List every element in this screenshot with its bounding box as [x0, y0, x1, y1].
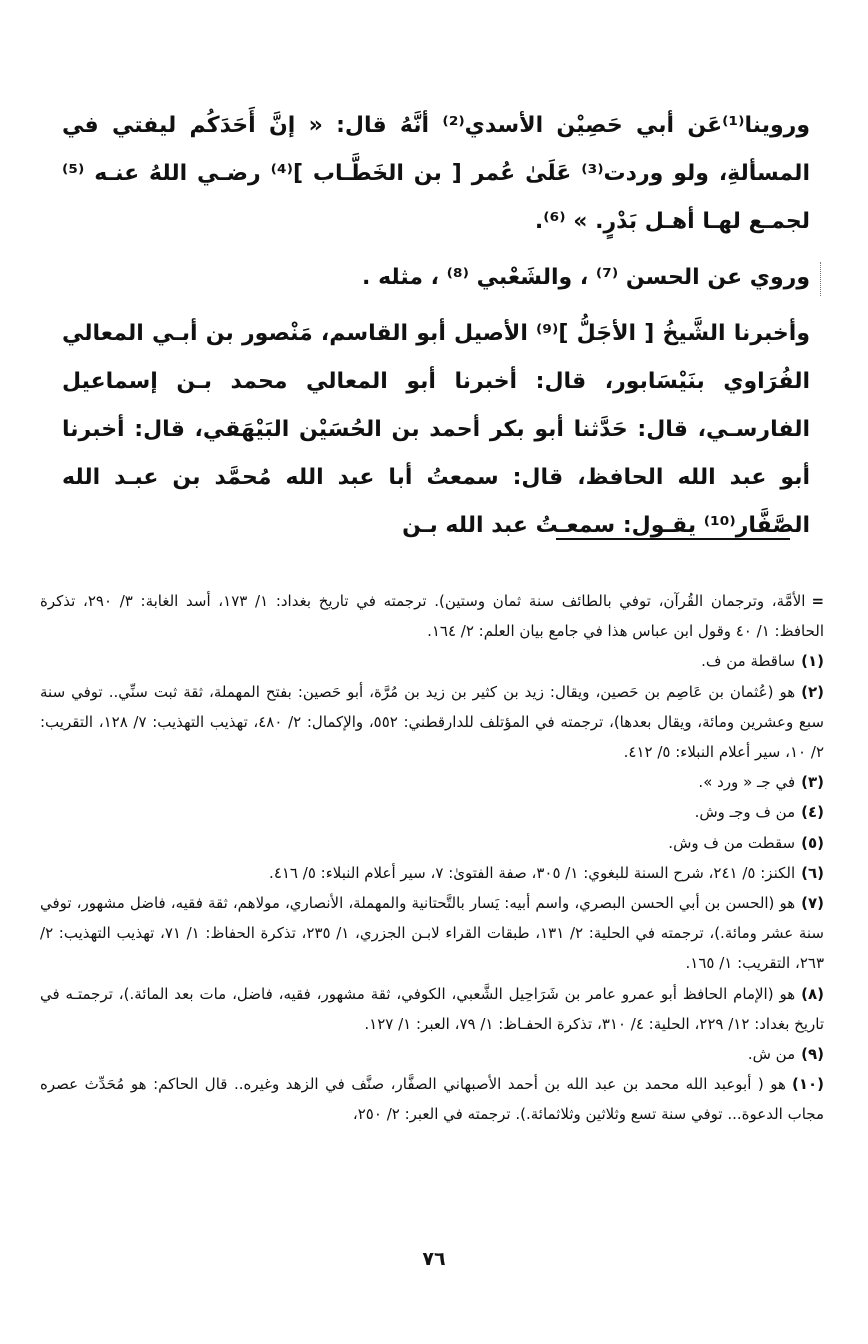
footnote-3 — [40, 767, 824, 797]
footnote-text: الأمَّة، وترجمان القُرآن، توفي بالطائف سنة ثمان وستين). ترجمته في تاريخ بغداد: ١/ ١٧٣، أسد الغابة: ٣/ ٢٩٠، تذكرة الحافظ: ١/ ٤٠ وقول ابن عباس هذا في جامع بيان العلم: ٢/ ١٦٤. — [40, 592, 824, 641]
footnote-text: ساقطة من ف. — [701, 652, 796, 671]
footnote-number: (٣) — [801, 773, 824, 792]
footnote-10 — [40, 1069, 824, 1129]
footnote-number: (٢) — [801, 682, 824, 701]
footnote-text: هو (عُثمان بن عَاصِم بن حَصين، ويقال: زيد بن كثير بن زيد بن مُرَّة، أبو حَصين: بفتح المهملة، ثقة ثبت سنِّي.. توفي سنة سبع وعشرين ومائة، ويقال بعدها)، ترجمته في المؤتلف للدارقطني: ٥٥٢، والإكمال: ٢/ ٤٨٠، تهذيب التهذيب: ٧/ ١٢٨، التقريب: ٢/ ١٠، سير أعلام النبلاء: ٥/ ٤١٢. — [40, 682, 824, 762]
main-paragraph-1: وروينا⁽¹⁾عَن أبي حَصِيْن الأسدي⁽²⁾ أنَّهُ قال: « إنَّ أَحَدَكُم ليفتي في المسألةِ، ولو وردت⁽³⁾ عَلَىٰ عُمر [ بن الخَطَّـاب ]⁽⁴⁾ رضـي اللهُ عنـه ⁽⁵⁾ لجمـع لهـا أهـل بَدْرٍ. » ⁽⁶⁾. — [62, 113, 811, 234]
margin-dotted-mark — [820, 262, 823, 296]
footnote-continuation — [40, 586, 824, 646]
main-paragraph-3: وأخبرنا الشَّيخُ [ الأجَلُّ ]⁽⁹⁾ الأصيل أبو القاسم، مَنْصور بن أبـي المعالي الفُرَاوي بنَيْسَابور، قال: أخبرنا أبو المعالي محمد بـن إسماعيل الفارسـي، قال: حَدَّثنا أبو بكر أحمد بن الحُسَيْن البَيْهَقي، قال: أخبرنا أبو عبد الله الحافظ، قال: سمعتُ أبا عبد الله مُحمَّد بن عبـد الله الصَّفَّار⁽¹⁰⁾ يقـول: سمعـتُ عبد الله بـن — [62, 321, 810, 538]
footnote-6 — [40, 858, 824, 888]
footnote-number: (٩) — [801, 1045, 824, 1064]
footnote-number: (٨) — [801, 984, 824, 1003]
footnote-text: هو (الإمام الحافظ أبو عمرو عامر بن شَرَاحِيل الشَّعبي، الكوفي، ثقة مشهور، فقيه، فاضل، مات بعد المائة.)، ترجمتـه في تاريخ بغداد: ١٢/ ٢٢٩، الحلية: ٤/ ٣١٠، تذكرة الحفـاظ: ١/ ٧٩، العبر: ١/ ١٢٧. — [40, 984, 824, 1033]
footnote-number: (٥) — [801, 833, 824, 852]
footnote-text: هو (الحسن بن أبي الحسن البصري، واسم أبيه: يَسار بالتَّحتانية والمهملة، الأنصاري، مولاهم، ثقة فقيه، فاضل مشهور، توفي سنة عشر ومائة.)، ترجمته في الحلية: ٢/ ١٣١، طبقات القراء لابـن الجزري، ١/ ٢٣٥، تذكرة الحفاظ: ١/ ٧١، تهذيب التهذيب: ٢/ ٢٦٣، التقريب: ١/ ١٦٥. — [40, 894, 824, 973]
footnote-text: من ف وجـ وش. — [694, 803, 796, 822]
footnote-number: (١) — [801, 652, 824, 671]
main-text — [62, 102, 810, 558]
footnote-text: هو ( أبوعبد الله محمد بن عبد الله بن أحمد الأصبهاني الصفَّار، صنَّف في الزهد وغيره.. قال الحاكم: هو مُحَدِّث عصره مجاب الدعوة... توفي سنة تسع وثلاثين وثلاثمائة.). ترجمته في العبر: ٢/ ٢٥٠، — [40, 1075, 824, 1124]
footnote-5 — [40, 828, 824, 858]
footnote-2 — [40, 677, 824, 768]
footnote-number: (١٠) — [791, 1075, 824, 1094]
footnote-text: في جـ « ورد ». — [698, 773, 796, 792]
footnote-8 — [40, 979, 824, 1039]
main-paragraph-2: وروي عن الحسن ⁽⁷⁾ ، والشَعْبي ⁽⁸⁾ ، مثله . — [362, 265, 810, 290]
footnote-number: (٤) — [801, 803, 824, 822]
footnote-9 — [40, 1039, 824, 1069]
footnote-4 — [40, 797, 824, 827]
footnote-7 — [40, 888, 824, 979]
page-number: ٧٦ — [422, 1248, 446, 1270]
footnote-text: من ش. — [747, 1045, 796, 1064]
footnote-text: الكنز: ٥/ ٢٤١، شرح السنة للبغوي: ١/ ٣٠٥، صفة الفتوىٰ: ٧، سير أعلام النبلاء: ٥/ ٤١٦. — [269, 863, 796, 882]
footnote-divider — [556, 538, 790, 540]
footnote-number: (٧) — [801, 894, 824, 913]
footnote-text: سقطت من ف وش. — [668, 833, 796, 852]
footnote-number: = — [811, 592, 825, 610]
footnote-number: (٦) — [801, 863, 824, 882]
footnote-1 — [40, 646, 824, 676]
footnotes — [40, 586, 824, 1130]
